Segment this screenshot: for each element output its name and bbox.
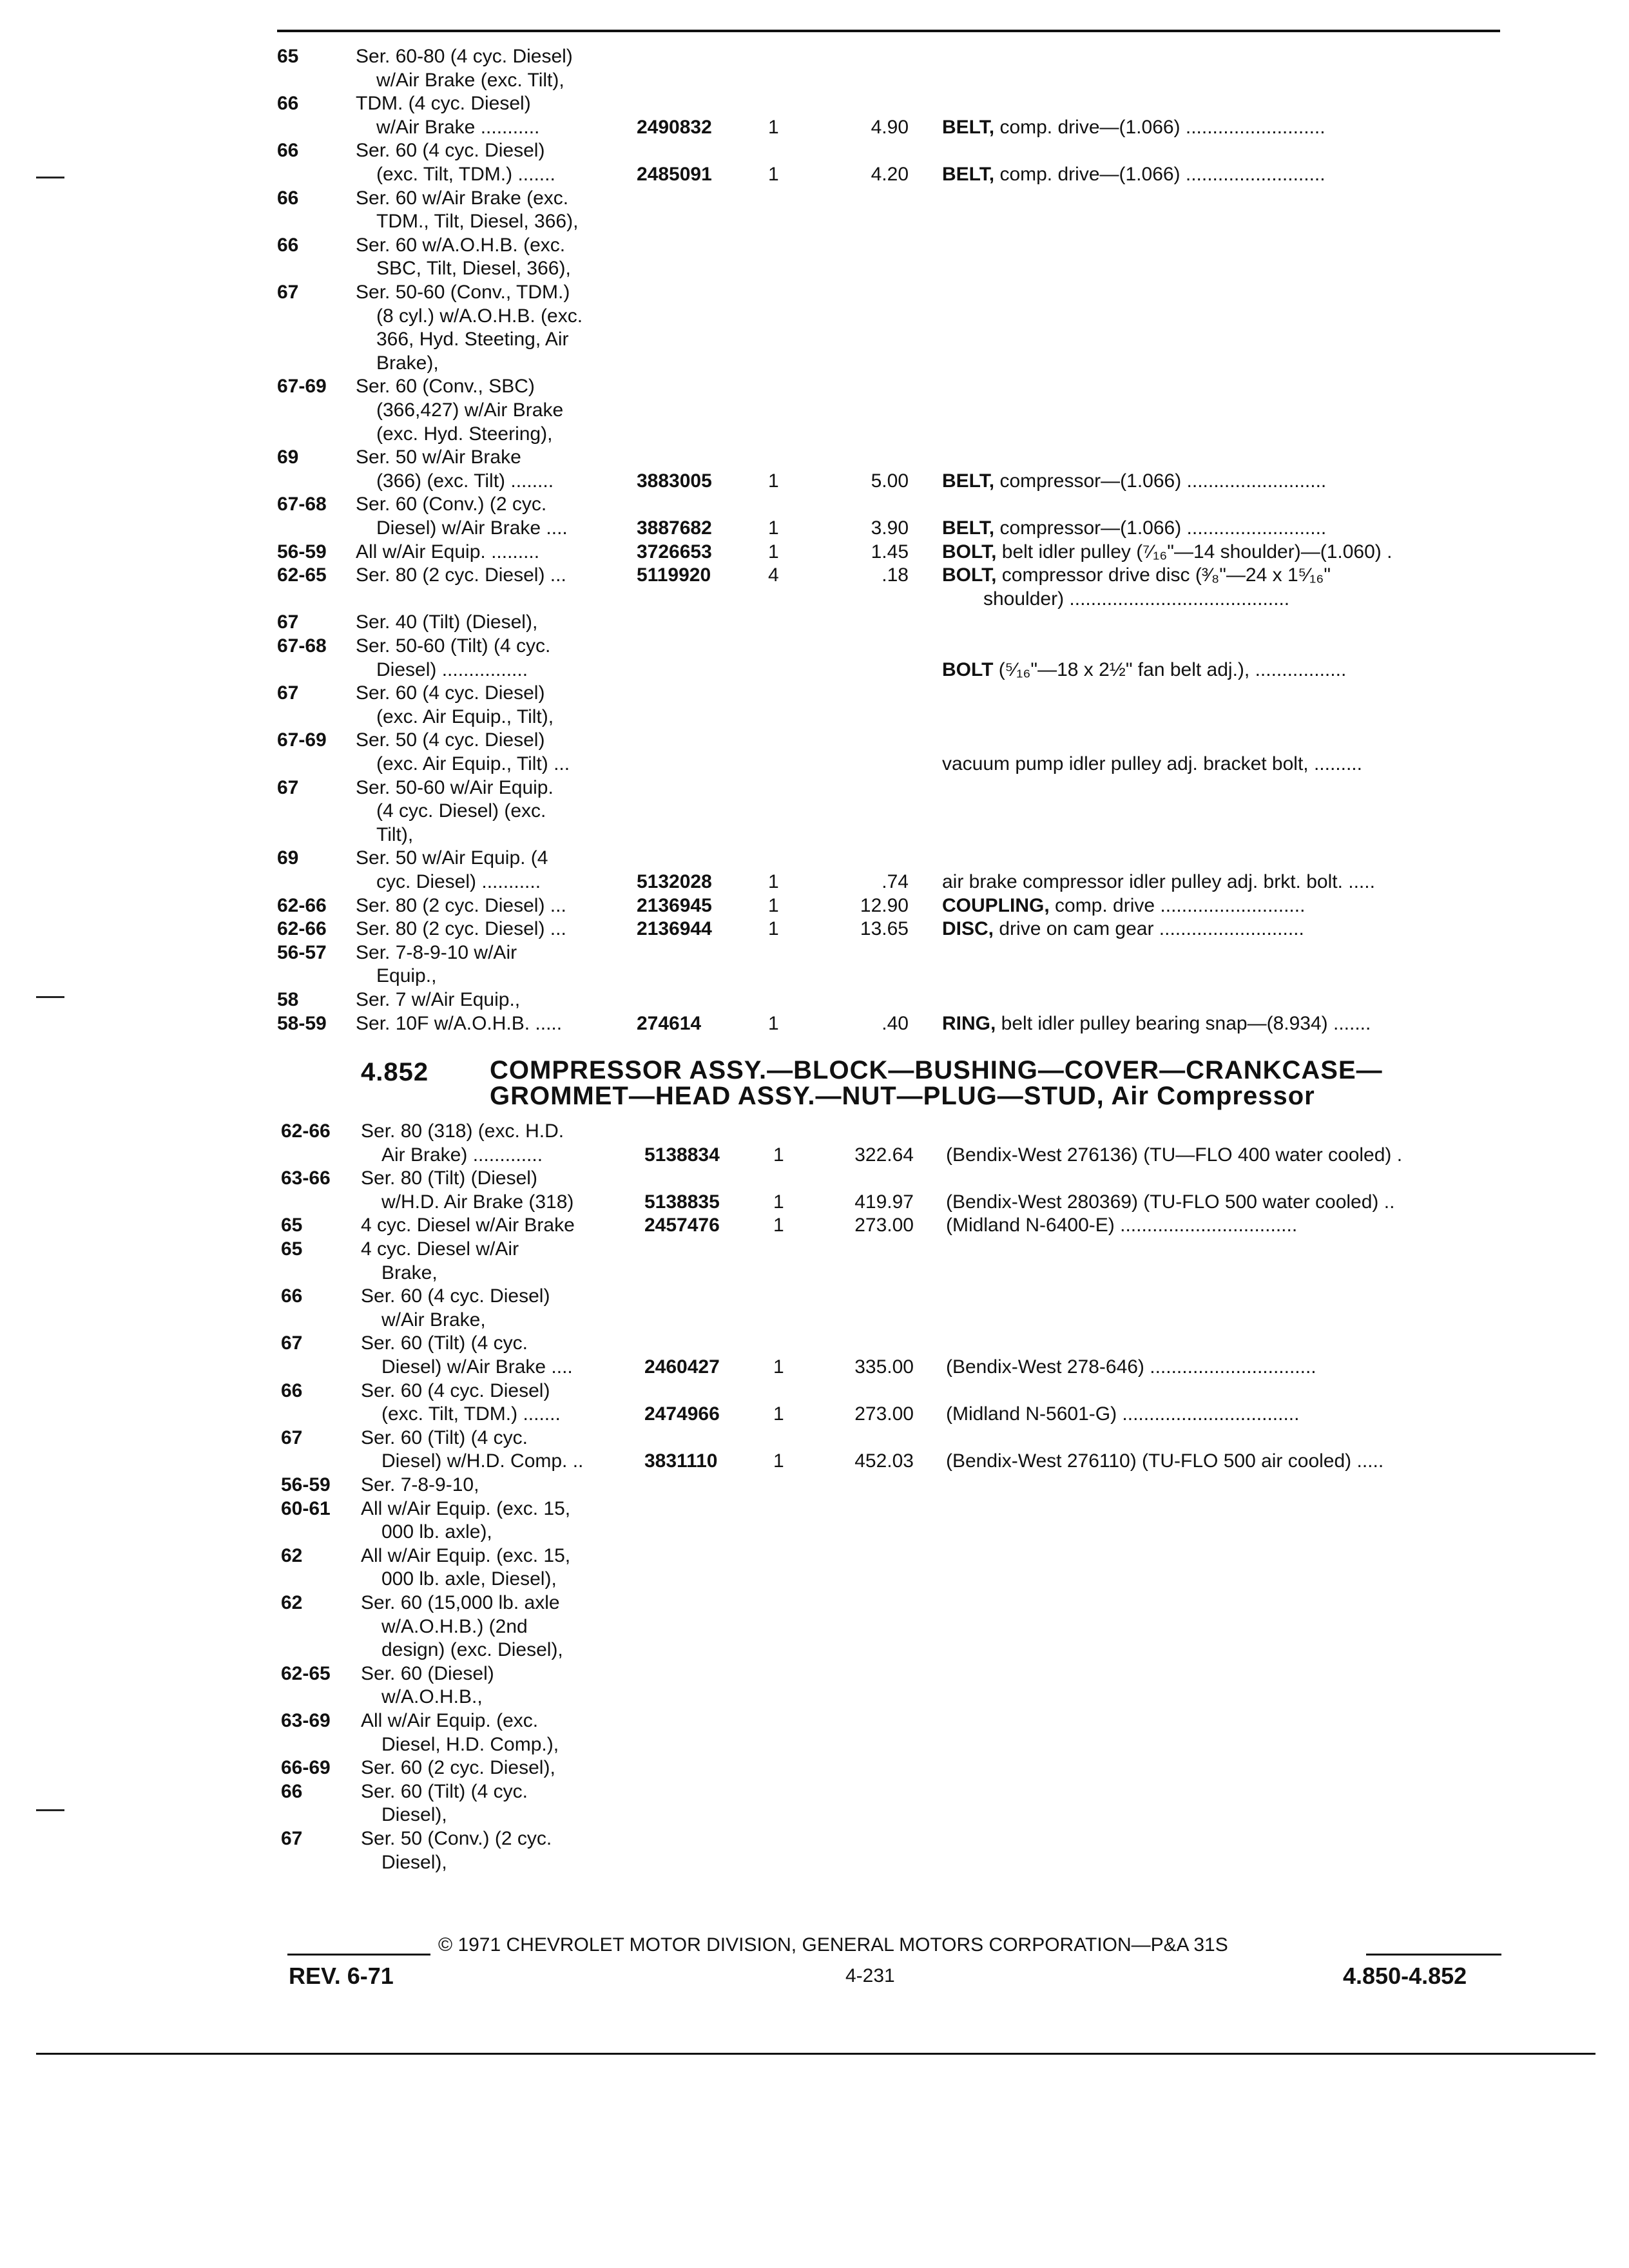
model-year: 62-66 [281,1120,331,1142]
application: Ser. 50-60 (Tilt) (4 cyc. [356,635,551,657]
model-year: 62-66 [277,918,327,940]
application: Ser. 60 (4 cyc. Diesel) [356,682,545,704]
model-year: 62-65 [277,564,327,586]
part-number: 2460427 [644,1356,720,1378]
quantity: 1 [768,871,779,892]
part-description [946,1191,1394,1214]
model-year: 67-68 [277,494,327,515]
footer-rule-left [287,1954,430,1956]
application: Ser. 80 (Tilt) (Diesel) [361,1168,537,1189]
model-year: 67 [281,1828,303,1849]
price: 5.00 [871,470,909,492]
model-year: 67-68 [277,635,327,657]
model-year: 62-65 [281,1662,331,1684]
application: Ser. 50-60 (Conv., TDM.) [356,282,570,303]
price: 273.00 [854,1215,914,1236]
application: Diesel) ................ [376,658,528,680]
part-description [942,116,1325,139]
application: (exc. Air Equip., Tilt) ... [376,753,570,774]
price: 12.90 [860,894,909,916]
model-year: 62-66 [277,894,327,916]
part-number: 5138835 [644,1191,720,1213]
model-year: 58 [277,989,299,1010]
model-year: 66 [277,140,299,162]
application: Ser. 60 (Diesel) [361,1662,494,1684]
part-name: BELT, [942,517,995,539]
application: Ser. 60 (4 cyc. Diesel) [356,140,545,162]
application: w/Air Brake, [381,1309,486,1331]
part-description [946,1356,1316,1379]
price: 452.03 [854,1450,914,1472]
part-name: BELT, [942,164,995,185]
model-year: 62 [281,1592,303,1613]
section-title-line2: GROMMET—HEAD ASSY.—NUT—PLUG—STUD, Air Compressor [490,1082,1315,1110]
price: 3.90 [871,517,909,539]
part-number: 5132028 [637,871,712,892]
model-year: 56-59 [277,541,327,562]
application: TDM., Tilt, Diesel, 366), [376,211,579,233]
part-detail: comp. drive—(1.066) .......................... [994,116,1325,138]
part-detail: (Bendix-West 276110) (TU-FLO 500 air cooled) ..... [946,1450,1384,1472]
price: 322.64 [854,1144,914,1166]
model-year: 69 [277,447,299,468]
price: .18 [882,564,909,586]
quantity: 1 [773,1403,784,1425]
part-detail: (Midland N-5601-G) ................................. [946,1403,1300,1425]
price: 273.00 [854,1403,914,1425]
part-detail: (Midland N-6400-E) ................................. [946,1215,1298,1236]
part-description [942,658,1346,682]
application: Ser. 50 (Conv.) (2 cyc. [361,1828,552,1849]
margin-mark [36,177,64,178]
application: (exc. Hyd. Steering), [376,423,553,445]
part-name: BOLT, [942,541,997,562]
part-description [942,753,1362,776]
part-number: 3831110 [644,1450,718,1472]
section-range: 4.850-4.852 [1343,1963,1467,1989]
application: Ser. 60 (15,000 lb. axle [361,1592,560,1613]
price: 4.90 [871,116,909,138]
quantity: 1 [773,1450,784,1472]
model-year: 66 [277,93,299,115]
part-detail: comp. drive ........................... [1049,894,1306,916]
application: w/Air Brake ........... [376,116,540,138]
part-number: 3887682 [637,517,712,539]
part-number: 5119920 [637,564,711,586]
application: 000 lb. axle), [381,1521,492,1543]
application: cyc. Diesel) ........... [376,871,541,892]
model-year: 67 [277,776,299,798]
application: Air Brake) ............. [381,1144,543,1166]
model-year: 67 [281,1332,303,1354]
application: Brake), [376,352,439,374]
application: Ser. 60 (2 cyc. Diesel), [361,1757,555,1779]
quantity: 4 [768,564,779,586]
part-description [983,588,1289,611]
part-description [942,163,1325,186]
application: (4 cyc. Diesel) (exc. [376,800,546,822]
quantity: 1 [768,894,779,916]
application: All w/Air Equip. (exc. 15, [361,1544,571,1566]
quantity: 1 [773,1215,784,1236]
part-number: 274614 [637,1012,702,1034]
part-number: 2457476 [644,1215,720,1236]
part-name: RING, [942,1012,996,1034]
application: Ser. 60 w/Air Brake (exc. [356,187,569,209]
model-year: 63-69 [281,1710,331,1731]
application: (exc. Tilt, TDM.) ....... [381,1403,561,1425]
part-number: 5138834 [644,1144,720,1166]
part-name: BELT, [942,116,995,138]
quantity: 1 [768,116,779,138]
margin-mark [36,996,64,998]
margin-mark [36,1809,64,1811]
price: 4.20 [871,164,909,185]
application: Ser. 7-8-9-10, [361,1474,479,1495]
price: .74 [882,871,909,892]
price: 419.97 [854,1191,914,1213]
application: Tilt), [376,823,414,845]
application: Ser. 40 (Tilt) (Diesel), [356,611,538,633]
application: Ser. 50-60 w/Air Equip. [356,776,554,798]
part-number: 2485091 [637,164,712,185]
model-year: 63-66 [281,1168,331,1189]
part-detail: comp. drive—(1.066) .......................... [994,164,1325,185]
model-year: 66 [281,1780,303,1802]
application: All w/Air Equip. ......... [356,541,540,562]
quantity: 1 [768,1012,779,1034]
application: Ser. 80 (2 cyc. Diesel) ... [356,918,566,940]
model-year: 56-57 [277,941,327,963]
part-detail: compressor—(1.066) .......................... [994,517,1327,539]
application: Ser. 60-80 (4 cyc. Diesel) [356,46,573,67]
application: Ser. 60 (Tilt) (4 cyc. [361,1427,528,1448]
part-detail: (⁵⁄₁₆"—18 x 2½" fan belt adj.), ................. [993,658,1347,680]
model-year: 65 [281,1238,303,1260]
part-name: BELT, [942,470,995,492]
application: design) (exc. Diesel), [381,1639,563,1661]
application: Ser. 50 (4 cyc. Diesel) [356,729,545,751]
footer-rule-right [1366,1954,1501,1956]
application: w/H.D. Air Brake (318) [381,1191,574,1213]
model-year: 66-69 [281,1757,331,1779]
application: w/A.O.H.B.) (2nd [381,1615,528,1637]
section-number: 4.852 [361,1058,429,1086]
bottom-rule [36,2053,1595,2055]
application: Ser. 60 (Tilt) (4 cyc. [361,1780,528,1802]
part-detail: (Bendix-West 280369) (TU-FLO 500 water cooled) .. [946,1191,1395,1213]
application: Brake, [381,1262,438,1283]
part-detail: drive on cam gear ........................... [994,918,1304,940]
application: Ser. 80 (318) (exc. H.D. [361,1120,564,1142]
part-description [946,1144,1402,1167]
page-number: 4-231 [845,1965,895,1986]
part-detail: belt idler pulley bearing snap—(8.934) ....... [996,1012,1371,1034]
part-description [946,1450,1383,1473]
copyright-line: © 1971 CHEVROLET MOTOR DIVISION, GENERAL MOTORS CORPORATION—P&A 31S [438,1934,1228,1956]
part-number: 2136944 [637,918,712,940]
quantity: 1 [773,1191,784,1213]
application: Ser. 60 w/A.O.H.B. (exc. [356,234,566,256]
application: 000 lb. axle, Diesel), [381,1568,557,1590]
application: All w/Air Equip. (exc. [361,1710,539,1731]
application: Ser. 80 (2 cyc. Diesel) ... [356,564,566,586]
price: 1.45 [871,541,909,562]
model-year: 62 [281,1544,303,1566]
model-year: 69 [277,847,299,869]
application: (366,427) w/Air Brake [376,399,564,421]
application: Ser. 7-8-9-10 w/Air [356,941,517,963]
top-rule [277,30,1500,32]
application: Ser. 60 (4 cyc. Diesel) [361,1285,550,1307]
part-number: 2474966 [644,1403,720,1425]
model-year: 60-61 [281,1497,331,1519]
application: Ser. 60 (4 cyc. Diesel) [361,1379,550,1401]
part-name: COUPLING, [942,894,1050,916]
part-detail: (Bendix-West 278-646) ............................... [946,1356,1316,1378]
part-detail: air brake compressor idler pulley adj. brkt. bolt. ..... [942,871,1375,892]
application: Diesel), [381,1804,447,1826]
application: Ser. 50 w/Air Brake [356,447,521,468]
revision-label: REV. 6-71 [289,1963,394,1989]
application: Equip., [376,965,437,987]
price: 13.65 [860,918,909,940]
application: w/A.O.H.B., [381,1686,483,1708]
quantity: 1 [768,918,779,940]
model-year: 67 [277,611,299,633]
application: Ser. 7 w/Air Equip., [356,989,521,1010]
part-description [946,1214,1297,1237]
part-description [942,894,1305,918]
application: (exc. Air Equip., Tilt), [376,706,554,727]
part-number: 3883005 [637,470,712,492]
part-name: DISC, [942,918,994,940]
part-description [942,470,1326,493]
part-number: 2490832 [637,116,712,138]
part-description [942,918,1304,941]
model-year: 66 [277,234,299,256]
application: 4 cyc. Diesel w/Air [361,1238,519,1260]
part-detail: compressor drive disc (³⁄₈"—24 x 1⁵⁄₁₆" [996,564,1331,586]
quantity: 1 [768,541,779,562]
part-name: BOLT [942,658,994,680]
application: w/Air Brake (exc. Tilt), [376,69,564,91]
application: Ser. 60 (Conv.) (2 cyc. [356,494,547,515]
part-description [946,1403,1299,1426]
part-detail: shoulder) ......................................... [983,588,1290,610]
section-title-line1: COMPRESSOR ASSY.—BLOCK—BUSHING—COVER—CRANKCASE— [490,1056,1383,1084]
part-detail: (Bendix-West 276136) (TU—FLO 400 water cooled) . [946,1144,1403,1166]
application: Diesel), [381,1851,447,1873]
price: 335.00 [854,1356,914,1378]
quantity: 1 [773,1356,784,1378]
model-year: 67 [277,282,299,303]
model-year: 67-69 [277,729,327,751]
application: Diesel) w/Air Brake .... [381,1356,573,1378]
quantity: 1 [773,1144,784,1166]
part-description [942,517,1326,540]
application: (8 cyl.) w/A.O.H.B. (exc. [376,305,583,327]
price: .40 [882,1012,909,1034]
application: Diesel, H.D. Comp.), [381,1733,559,1755]
part-detail: vacuum pump idler pulley adj. bracket bolt, ......... [942,753,1362,774]
application: 366, Hyd. Steeting, Air [376,329,569,351]
part-number: 2136945 [637,894,712,916]
application: Ser. 60 (Tilt) (4 cyc. [361,1332,528,1354]
quantity: 1 [768,470,779,492]
model-year: 65 [281,1215,303,1236]
application: 4 cyc. Diesel w/Air Brake [361,1215,575,1236]
application: Diesel) w/H.D. Comp. .. [381,1450,584,1472]
model-year: 66 [277,187,299,209]
part-description [942,541,1392,564]
application: Diesel) w/Air Brake .... [376,517,568,539]
part-detail: belt idler pulley (⁷⁄₁₆"—14 shoulder)—(1.060) . [996,541,1393,562]
part-description [942,564,1331,587]
part-name: BOLT, [942,564,997,586]
part-number: 3726653 [637,541,712,562]
model-year: 66 [281,1285,303,1307]
model-year: 67-69 [277,376,327,398]
part-description [942,870,1375,894]
part-description [942,1012,1371,1035]
application: Ser. 60 (Conv., SBC) [356,376,535,398]
model-year: 67 [281,1427,303,1448]
application: (366) (exc. Tilt) ........ [376,470,554,492]
quantity: 1 [768,164,779,185]
model-year: 56-59 [281,1474,331,1495]
application: (exc. Tilt, TDM.) ....... [376,164,555,185]
model-year: 65 [277,46,299,67]
application: Ser. 50 w/Air Equip. (4 [356,847,548,869]
model-year: 67 [277,682,299,704]
part-detail: compressor—(1.066) .......................... [994,470,1327,492]
application: Ser. 10F w/A.O.H.B. ..... [356,1012,563,1034]
model-year: 58-59 [277,1012,327,1034]
application: SBC, Tilt, Diesel, 366), [376,258,571,280]
quantity: 1 [768,517,779,539]
application: TDM. (4 cyc. Diesel) [356,93,531,115]
model-year: 66 [281,1379,303,1401]
application: Ser. 80 (2 cyc. Diesel) ... [356,894,566,916]
application: All w/Air Equip. (exc. 15, [361,1497,571,1519]
